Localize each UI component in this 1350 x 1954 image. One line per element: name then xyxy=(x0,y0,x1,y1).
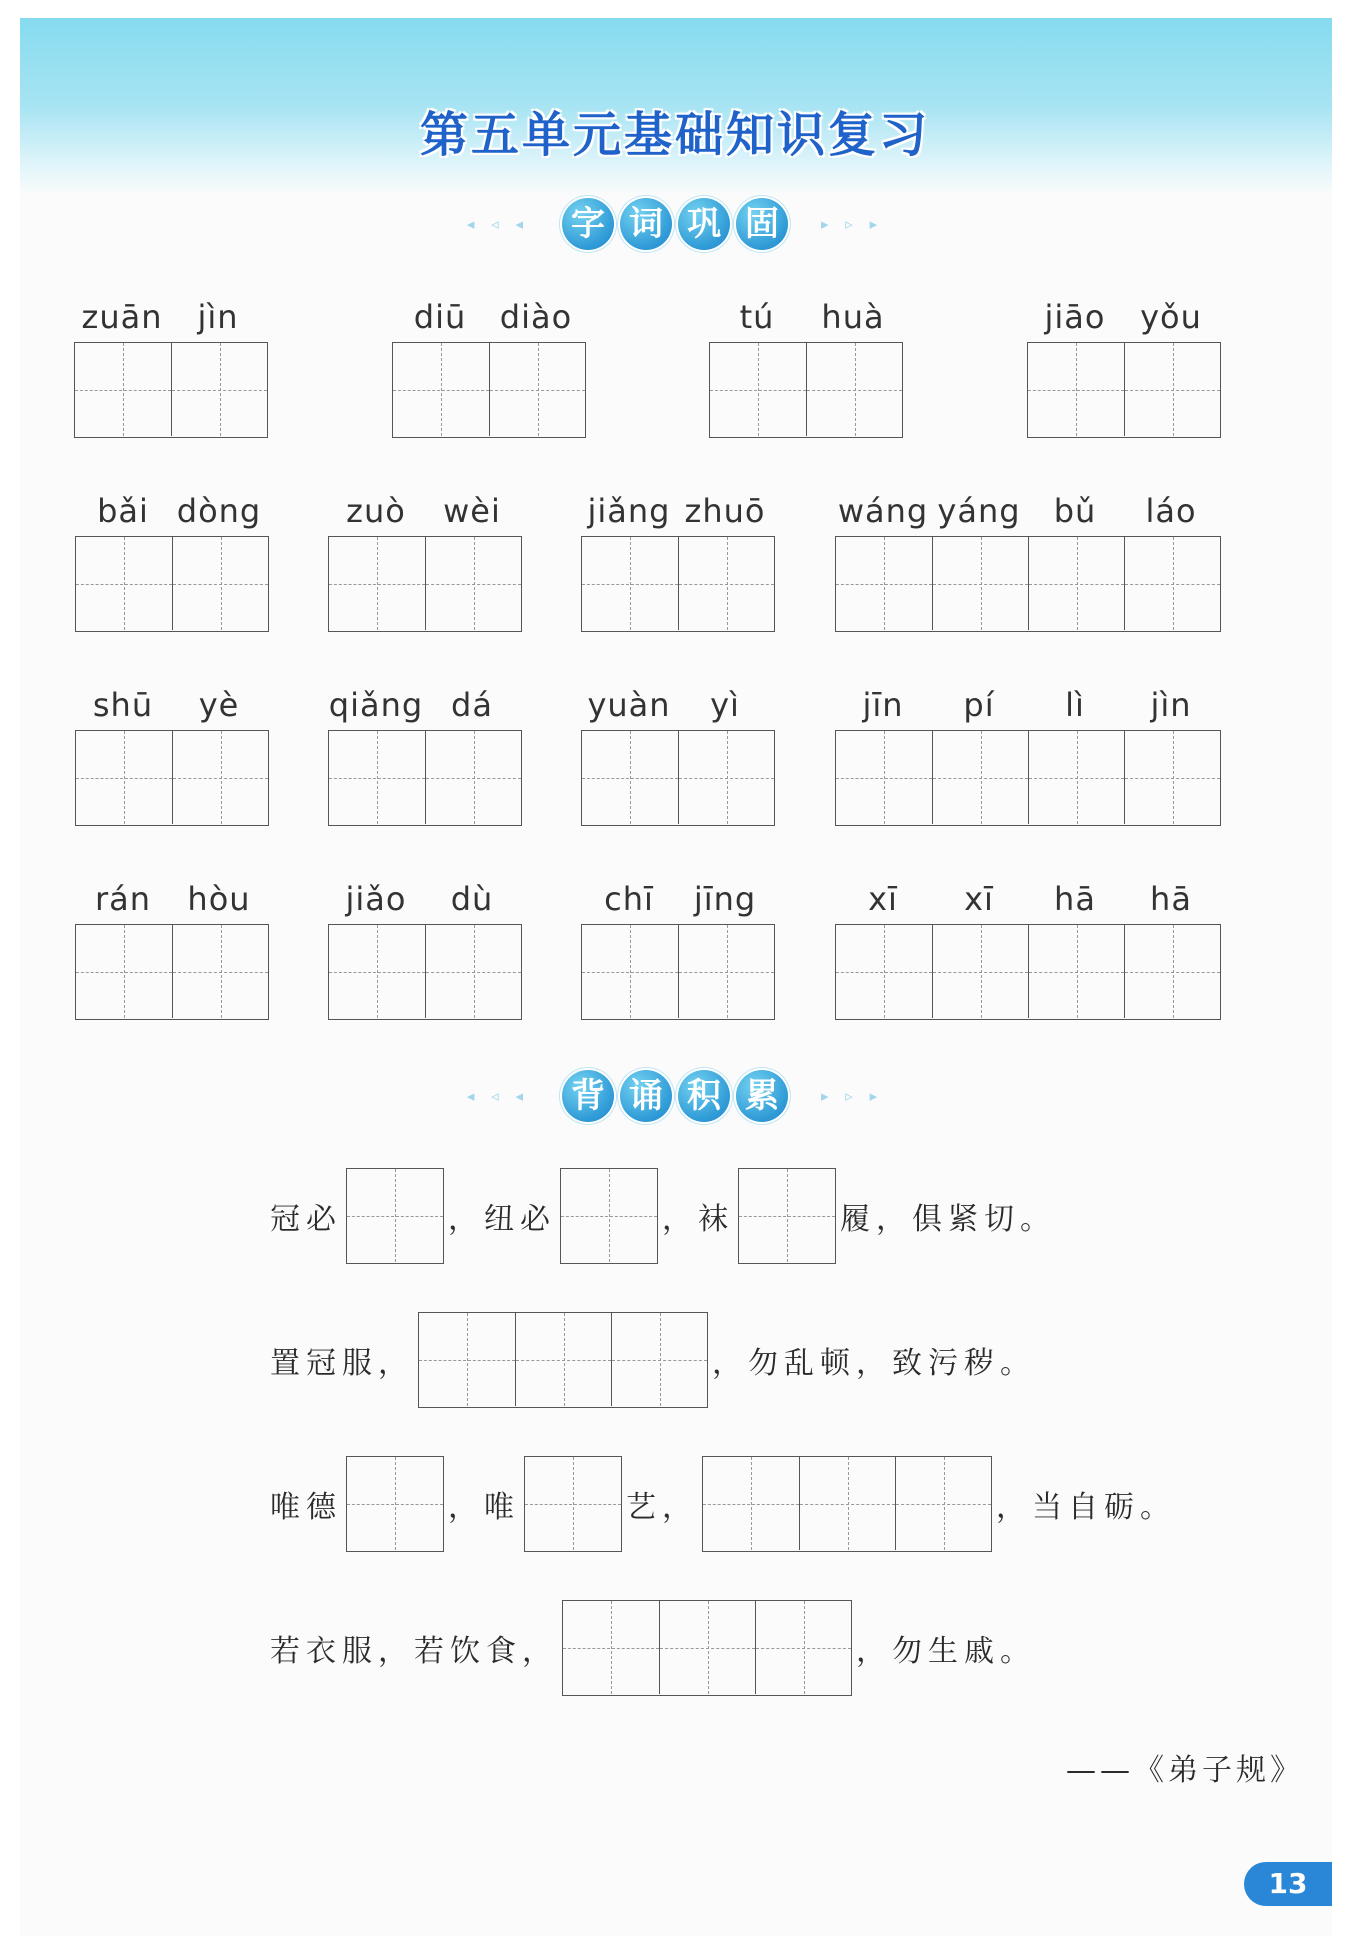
vocab-item xyxy=(581,686,775,826)
pinyin: yì xyxy=(710,686,740,724)
character-cell[interactable] xyxy=(347,1457,443,1550)
writing-boxes[interactable] xyxy=(328,924,522,1020)
section-char: 积 xyxy=(678,1070,730,1122)
pinyin: huà xyxy=(821,298,885,336)
writing-boxes[interactable] xyxy=(74,342,268,438)
character-cell[interactable] xyxy=(806,343,902,436)
recite-line-2 xyxy=(270,1312,1036,1408)
character-cell[interactable] xyxy=(582,731,678,824)
character-cell[interactable] xyxy=(75,343,171,436)
pinyin: jiǎng xyxy=(587,492,671,530)
character-cell[interactable] xyxy=(329,731,425,824)
writing-boxes[interactable] xyxy=(75,536,269,632)
character-cell[interactable] xyxy=(172,731,268,824)
vocab-item xyxy=(328,880,522,1020)
pinyin: dòng xyxy=(176,492,262,530)
recite-text: 冠必 xyxy=(270,1202,342,1237)
character-cell[interactable] xyxy=(678,925,774,1018)
writing-boxes[interactable] xyxy=(562,1600,852,1696)
page-number: 13 xyxy=(1244,1862,1332,1906)
writing-boxes[interactable] xyxy=(328,730,522,826)
character-cell[interactable] xyxy=(425,925,521,1018)
vocab-item xyxy=(74,298,268,438)
character-cell[interactable] xyxy=(329,537,425,630)
right-arrows-icon: ▸ ▹ ▸ xyxy=(821,215,884,233)
character-cell[interactable] xyxy=(799,1457,895,1550)
writing-boxes[interactable] xyxy=(328,536,522,632)
character-cell[interactable] xyxy=(678,731,774,824)
section-char: 诵 xyxy=(620,1070,672,1122)
recite-text: ，勿生戚。 xyxy=(856,1634,1036,1669)
recite-text: 履，俱紧切。 xyxy=(840,1202,1056,1237)
writing-boxes[interactable] xyxy=(346,1456,444,1552)
writing-boxes[interactable] xyxy=(702,1456,992,1552)
character-cell[interactable] xyxy=(489,343,585,436)
pinyin: chī xyxy=(604,880,654,918)
character-cell[interactable] xyxy=(703,1457,799,1550)
character-cell[interactable] xyxy=(515,1313,611,1406)
character-cell[interactable] xyxy=(755,1601,851,1694)
vocab-item xyxy=(835,880,1221,1020)
recite-text: ，当自砺。 xyxy=(996,1490,1176,1525)
vocab-item xyxy=(75,686,269,826)
writing-boxes[interactable] xyxy=(738,1168,836,1264)
pinyin: tú xyxy=(739,298,775,336)
writing-boxes[interactable] xyxy=(709,342,903,438)
writing-boxes[interactable] xyxy=(835,730,1221,826)
character-cell[interactable] xyxy=(895,1457,991,1550)
character-cell[interactable] xyxy=(611,1313,707,1406)
pinyin: xī xyxy=(868,880,898,918)
vocab-item xyxy=(75,880,269,1020)
character-cell[interactable] xyxy=(1028,537,1124,630)
pinyin: zuān xyxy=(81,298,163,336)
pinyin: yǒu xyxy=(1140,298,1202,336)
pinyin: diào xyxy=(499,298,573,336)
pinyin: xī xyxy=(964,880,994,918)
character-cell[interactable] xyxy=(1028,343,1124,436)
writing-boxes[interactable] xyxy=(560,1168,658,1264)
pinyin: hā xyxy=(1150,880,1192,918)
character-cell[interactable] xyxy=(171,343,267,436)
pinyin: hā xyxy=(1054,880,1096,918)
writing-boxes[interactable] xyxy=(418,1312,708,1408)
pinyin: hòu xyxy=(187,880,251,918)
character-cell[interactable] xyxy=(932,731,1028,824)
writing-boxes[interactable] xyxy=(75,730,269,826)
character-cell[interactable] xyxy=(76,925,172,1018)
pinyin: jīn xyxy=(862,686,904,724)
left-arrows-icon: ◂ ◃ ◂ xyxy=(466,215,529,233)
recite-line-4 xyxy=(270,1600,1036,1696)
pinyin: yuàn xyxy=(587,686,671,724)
character-cell[interactable] xyxy=(739,1169,835,1262)
section-char: 背 xyxy=(562,1070,614,1122)
recite-text: 艺， xyxy=(626,1490,698,1525)
pinyin: shū xyxy=(92,686,154,724)
pinyin: dù xyxy=(450,880,494,918)
section-char: 字 xyxy=(562,198,614,250)
character-cell[interactable] xyxy=(582,925,678,1018)
character-cell[interactable] xyxy=(1124,537,1220,630)
pinyin: jīng xyxy=(693,880,757,918)
character-cell[interactable] xyxy=(678,537,774,630)
writing-boxes[interactable] xyxy=(1027,342,1221,438)
recite-line-1 xyxy=(270,1168,1056,1264)
pinyin: lì xyxy=(1065,686,1085,724)
character-cell[interactable] xyxy=(932,925,1028,1018)
pinyin: bǎi xyxy=(97,492,149,530)
character-cell[interactable] xyxy=(1028,925,1124,1018)
writing-boxes[interactable] xyxy=(75,924,269,1020)
recite-text: ，唯 xyxy=(448,1490,520,1525)
vocab-item xyxy=(1027,298,1221,438)
vocab-item xyxy=(709,298,903,438)
recite-text: 唯德 xyxy=(270,1490,342,1525)
writing-boxes[interactable] xyxy=(835,536,1221,632)
section-header-vocab xyxy=(0,196,1350,252)
recite-text: ，勿乱顿，致污秽。 xyxy=(712,1346,1036,1381)
character-cell[interactable] xyxy=(836,925,932,1018)
section-header-recite xyxy=(0,1068,1350,1124)
section-char: 巩 xyxy=(678,198,730,250)
recite-text: ，袜 xyxy=(662,1202,734,1237)
right-arrows-icon: ▸ ▹ ▸ xyxy=(821,1087,884,1105)
pinyin: rán xyxy=(94,880,152,918)
left-arrows-icon: ◂ ◃ ◂ xyxy=(466,1087,529,1105)
character-cell[interactable] xyxy=(76,731,172,824)
character-cell[interactable] xyxy=(836,537,932,630)
writing-boxes[interactable] xyxy=(524,1456,622,1552)
character-cell[interactable] xyxy=(172,537,268,630)
vocab-item xyxy=(835,686,1221,826)
pinyin: jiǎo xyxy=(345,880,407,918)
pinyin: diū xyxy=(413,298,467,336)
pinyin: pí xyxy=(963,686,995,724)
pinyin: jìn xyxy=(1150,686,1192,724)
pinyin: wáng xyxy=(837,492,929,530)
character-cell[interactable] xyxy=(1124,343,1220,436)
character-cell[interactable] xyxy=(932,537,1028,630)
vocab-item xyxy=(835,492,1221,632)
character-cell[interactable] xyxy=(347,1169,443,1262)
pinyin: láo xyxy=(1145,492,1197,530)
pinyin: jiāo xyxy=(1044,298,1106,336)
vocab-item xyxy=(75,492,269,632)
writing-boxes[interactable] xyxy=(581,730,775,826)
character-cell[interactable] xyxy=(710,343,806,436)
character-cell[interactable] xyxy=(329,925,425,1018)
recite-text: 若衣服，若饮食， xyxy=(270,1634,558,1669)
vocab-item xyxy=(328,492,522,632)
pinyin: qiǎng xyxy=(328,686,424,724)
pinyin: wèi xyxy=(443,492,501,530)
character-cell[interactable] xyxy=(425,731,521,824)
writing-boxes[interactable] xyxy=(346,1168,444,1264)
character-cell[interactable] xyxy=(582,537,678,630)
character-cell[interactable] xyxy=(1028,731,1124,824)
pinyin: jìn xyxy=(197,298,239,336)
writing-boxes[interactable] xyxy=(835,924,1221,1020)
pinyin: yè xyxy=(198,686,240,724)
writing-boxes[interactable] xyxy=(581,924,775,1020)
section-char: 固 xyxy=(736,198,788,250)
pinyin: yáng xyxy=(937,492,1021,530)
pinyin: zhuō xyxy=(684,492,766,530)
character-cell[interactable] xyxy=(425,537,521,630)
character-cell[interactable] xyxy=(393,343,489,436)
source-citation: ——《弟子规》 xyxy=(1066,1753,1304,1788)
vocab-item xyxy=(392,298,586,438)
character-cell[interactable] xyxy=(659,1601,755,1694)
pinyin: zuò xyxy=(346,492,406,530)
character-cell[interactable] xyxy=(1124,731,1220,824)
vocab-item xyxy=(328,686,522,826)
character-cell[interactable] xyxy=(76,537,172,630)
character-cell[interactable] xyxy=(1124,925,1220,1018)
writing-boxes[interactable] xyxy=(392,342,586,438)
vocab-item xyxy=(581,492,775,632)
recite-line-3 xyxy=(270,1456,1176,1552)
recite-text: 置冠服， xyxy=(270,1346,414,1381)
pinyin: dá xyxy=(451,686,493,724)
character-cell[interactable] xyxy=(172,925,268,1018)
character-cell[interactable] xyxy=(561,1169,657,1262)
page-title: 第五单元基础知识复习 xyxy=(419,107,930,163)
character-cell[interactable] xyxy=(419,1313,515,1406)
section-char: 词 xyxy=(620,198,672,250)
section-char: 累 xyxy=(736,1070,788,1122)
vocab-item xyxy=(581,880,775,1020)
pinyin: bǔ xyxy=(1053,492,1097,530)
character-cell[interactable] xyxy=(525,1457,621,1550)
character-cell[interactable] xyxy=(836,731,932,824)
writing-boxes[interactable] xyxy=(581,536,775,632)
recite-text: ，纽必 xyxy=(448,1202,556,1237)
character-cell[interactable] xyxy=(563,1601,659,1694)
